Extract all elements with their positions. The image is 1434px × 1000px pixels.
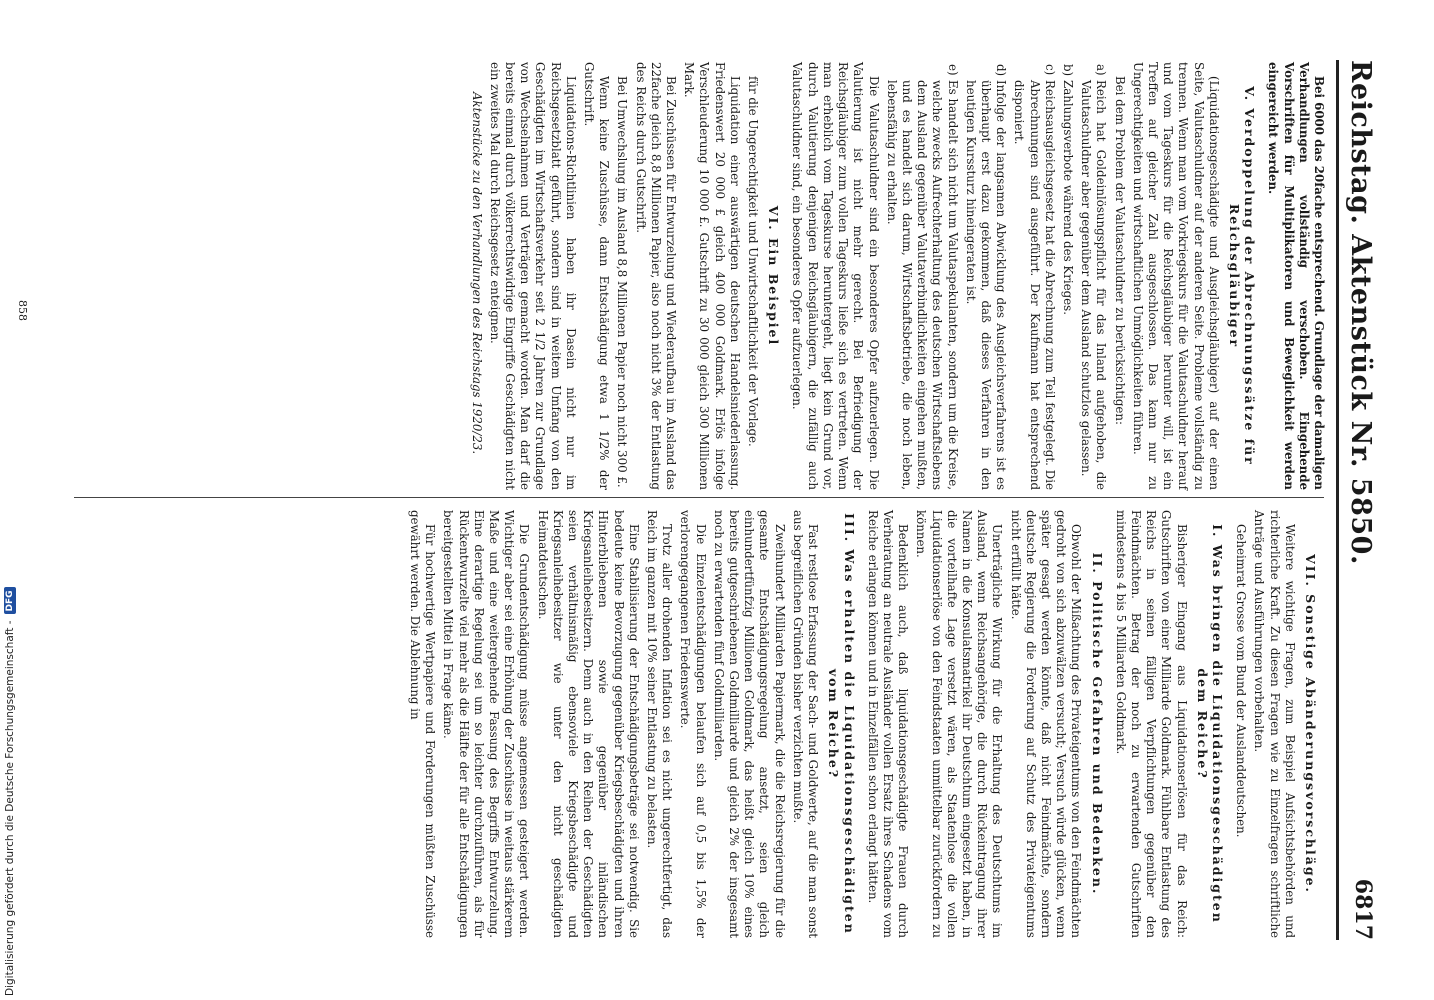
- list-item-text: Infolge der langsamen Abwicklung des Ausgleichsverfahrens ist es überhaupt erst dazu gekommen, daß dieses Verfahren in den heutigen Kurssturz hineingeraten ist.: [963, 80, 1009, 490]
- section-iii-title: III. Was erhalten die Liquidationsgeschädigten vom Reiche?: [826, 513, 857, 935]
- section-v-paragraph: Die Valutaschuldner sind ein besonderes Opfer aufzuerlegen. Die Valutierung ist nicht mehr gerecht. Bei Befriedigung der Reichsgläubiger zum vollen Tageskurs ließe sich es vertreten. Wenn man erheblich vom Tageskurse heruntergeht, liegt kein Grund vor, durch Valutierung denjenigen Reichsgläubigern, die zufällig auch Valutaschuldner sind, ein besonderes Opfer aufzuerlegen.: [790, 62, 881, 490]
- column-separator: [74, 497, 1324, 498]
- right-column: [404, 510, 1326, 938]
- section-vi-title: VI. Ein Beispiel: [766, 205, 782, 347]
- list-item-text: Reich hat Goldeinlösungspflicht für das Inland aufgehoben, die Valutaschuldner aber gegenüber dem Ausland schutzlos gelassen.: [1079, 80, 1109, 490]
- section-vii-paragraph: Geheimrat Grosse vom Bund der Auslanddeutschen.: [1234, 524, 1249, 838]
- section-vi-paragraph: Wenn keine Zuschüsse, dann Entschädigung etwa 1 1/2% der Gutschrift.: [582, 62, 612, 490]
- digitization-credit: [0, 0, 20, 1000]
- header-title: Reichstag. Aktenstück Nr. 5850.: [1345, 60, 1376, 565]
- list-item: d)Infolge der langsamen Abwicklung des Ausgleichsverfahrens ist es überhaupt erst dazu gekommen, daß dieses Verfahren in den heutigen Kurssturz hineingeraten ist.: [963, 64, 1009, 490]
- section-v-paragraph: (Liquidationsgeschädigte und Ausgleichsgläubiger) auf der einen Seite, Valutaschuldner auf der anderen Seite. Probleme vollständig zu trennen. Wenn man vom Vorkriegskurs für die Valutaschuldner herauf und vom Tageskurs für die Reichsgläubiger herunter will, ist ein Treffen auf gleicher Zahl ausgeschlossen. Das kann nur zu Ungerechtigkeiten und wirtschaftlichen Unmöglichkeiten führen.: [1130, 62, 1221, 490]
- header-rule: [1336, 60, 1339, 940]
- list-item: a)Reich hat Goldeinlösungspflicht für das Inland aufgehoben, die Valutaschuldner aber gegenüber dem Ausland schutzlos gelassen.: [1079, 64, 1109, 490]
- page-number: 858: [16, 300, 29, 321]
- section-ii-paragraph: Obwohl der Mißachtung des Privateigentums von den Feindmächten gedroht von sich abzuwälzen versucht; Versuch würde glücken, wenn später gesagt werden könnte, daß nicht Feindmächte, sondern deutsche Regierung die Forderung auf Schutz des Privateigentums nicht erfüllt hätte.: [1008, 510, 1084, 938]
- section-ii-paragraph: Unerträgliche Wirkung für die Erhaltung des Deutschtums im Ausland, wenn Reichsangehörige, die durch Rückeintragung ihrer Namen in die Konsulatsmatrikel ihr Deutschtum eingesetzt haben, in die vorteilhafte Lage versetzt wären, als Staatenlose die vollen Liquidationserlöse von den Feindstaaten unmittelbar zurückfordern zu können.: [914, 510, 1005, 938]
- section-i-title: I. Was bringen die Liquidationsgeschädigten dem Reiche?: [1194, 524, 1225, 924]
- section-ii-paragraph: Bedenklich auch, daß liquidationsgeschädigte Frauen durch Verheiratung an neutrale Ausländer vollen Ersatz ihres Schadens vom Reiche erlangen können und in Einzelfällen schon erlangt hätten.: [865, 510, 911, 938]
- section-iii-paragraph: Die Einzelentschädigungen belaufen sich auf 0,5 bis 1,5% der verlorengegangenen Friedenswerte.: [678, 510, 708, 938]
- list-item: b)Zahlungsverbote während des Krieges.: [1060, 64, 1075, 315]
- section-iii-paragraph: Die Grundentschädigung müsse angemessen gesteigert werden. Wichtiger aber sei eine Erhöhung der Zuschüsse in weitaus stärkerem Maße und eine weitergehende Fassung des Begriffs Entwurzelung. Eine derartige Regelung sei um so leichter durchzuführen, als für Rückentwurzelte viel mehr als die Hälfte der für alle Entschädigungen bereitgestellten Mittel in Frage käme.: [441, 510, 532, 938]
- list-item: e)Es handelt sich nicht um Valutaspekulanten, sondern um die Kreise, welche zwecks Aufrechterhaltung des deutschen Wirtschaftslebens dem Ausland gegenüber Valutaverbindlichkeiten eingehen mußten, und es handelt sich darum, Wirtschaftsbetriebe, die noch leben, lebensfähig zu erhalten.: [884, 64, 960, 490]
- credit-text: Digitalisierung gefördert durch die Deutsche Forschungsgemeinschaft -: [4, 620, 16, 996]
- header-page-number: 6817: [1350, 878, 1376, 940]
- section-vi-paragraph: Liquidations-Richtlinien haben ihr Dasein nicht nur im Reichsgesetzblatt geführt, sondern sind in weitem Umfang von den Geschädigten im Wirtschaftsverkehr seit 2 1/2 Jahren zur Grundlage von Wechselnahmen und Verträgen gemacht worden. Man darf die bereits einmal durch völkerrechtswidrige Eingriffe Geschädigten nicht ein zweites Mal durch Reichsgesetz enteignen.: [487, 62, 578, 490]
- section-vi-paragraph: für die Ungerechtigkeit und Unwirtschaftlichkeit der Vorlage.: [746, 76, 761, 447]
- dfg-logo-icon: DFG: [4, 587, 16, 614]
- section-iii-paragraph: Fast restlose Erfassung der Sach- und Goldwerte, auf die man sonst aus begreiflichen Gründen bisher verzichten mußte.: [790, 510, 821, 938]
- section-iii-paragraph: Für hochwertige Wertpapiere und Forderungen müßten Zuschüsse gewährt werden. Die Ablehnung in: [408, 510, 438, 938]
- section-vii-paragraph: Weitere wichtige Fragen, zum Beispiel Aufsichtsbehörden und richterliche Kraft. Zu diesen Fragen wie zu Einzelfragen schriftliche Anträge und Ausführungen vorbehalten.: [1252, 510, 1297, 938]
- list-item: c)Reichsausgleichsgesetz hat die Abrechnung zum Teil festgelegt. Die Abrechnungen sind ausgeführt. Der Kaufmann hat entsprechend disponiert.: [1012, 64, 1057, 490]
- section-vi-paragraph: Bei Zuschüssen für Entwurzelung und Wiederaufbau im Ausland das 22fache gleich 8,8 Millionen Papier, also noch nicht 3% der Entlastung des Reichs durch Gutschrift.: [633, 62, 679, 490]
- section-vi-paragraph: Bei Umwechslung im Ausland 8,8 Millionen Papier noch nicht 300 £.: [615, 76, 630, 488]
- intro-paragraph: Bei 6000 das 20fache entsprechend. Grundlage der damaligen Verhandlungen vollständig verschoben. Eingehende Vorschriften für Multiplikatoren und Beweglichkeit werden eingereicht werden.: [1266, 62, 1326, 490]
- section-ii-title: II. Politische Gefahren und Bedenken.: [1089, 552, 1105, 896]
- list-item-text: Es handelt sich nicht um Valutaspekulanten, sondern um die Kreise, welche zwecks Aufrechterhaltung des deutschen Wirtschaftslebens dem Ausland gegenüber Valutaverbindlichkeiten eingehen mußten, und es handelt sich darum, Wirtschaftsbetriebe, die noch leben, lebensfähig zu erhalten.: [884, 80, 960, 490]
- list-item-text: Reichsausgleichsgesetz hat die Abrechnung zum Teil festgelegt. Die Abrechnungen sind ausgeführt. Der Kaufmann hat entsprechend disponiert.: [1012, 80, 1057, 490]
- section-v-title: V. Verdoppelung der Abrechnungssätze für Reichsgläubiger: [1226, 86, 1258, 466]
- left-column: [465, 62, 1326, 490]
- section-iii-paragraph: Eine Stabilisierung der Entschädigungsbeträge sei notwendig. Sie bedeute keine Bevorzugung gegenüber Kriegsbeschädigten und ihren Hinterbliebenen sowie gegenüber inländischen Kriegsanleihebesitzern. Denn auch in den Reihen der Geschädigten seien verhältnismäßig ebensoviele Kriegsbeschädigte und Kriegsanleihebesitzer wie unter den nicht geschädigten Heimatdeutschen.: [535, 510, 641, 938]
- section-vi-paragraph: Liquidation einer auswärtigen deutschen Handelsniederlassung. Friedenswert 20 000 £ gleich 400 000 Goldmark. Erlös infolge Verschleuderung 10 000 £. Gutschrift zu 30 000 gleich 300 Millionen Mark.: [682, 62, 742, 490]
- section-vii-title: VII. Sonstige Abänderungsvorschläge.: [1303, 554, 1318, 894]
- section-v-paragraph: Bei dem Problem der Valutaschuldner zu berücksichtigen:: [1112, 76, 1127, 425]
- list-item-text: Zahlungsverbote während des Krieges.: [1060, 80, 1075, 315]
- footnote: Aktenstücke zu den Verhandlungen des Reichstags 1920/23.: [469, 92, 484, 455]
- section-iii-paragraph: Trotz aller drohenden Inflation sei es nicht ungerechtfertigt, das Reich im ganzen mit 10% seiner Entlastung zu belasten.: [645, 510, 675, 938]
- page-header: [1342, 60, 1382, 940]
- section-iii-paragraph: Zweihundert Milliarden Papiermark, die die Reichsregierung für die gesamte Entschädigungsregelung ansetzt, seien gleich einhundertfünfzig Millionen Goldmark, das heißt gleich 10% eines bereits gutgeschriebenen Goldmilliarde und gleich 2% der insgesamt noch zu erwartenden fünf Goldmilliarden.: [711, 510, 787, 938]
- section-i-paragraph: Bisheriger Eingang aus Liquidationserlösen für das Reich: Gutschriften von einer Milliarde Goldmark. Fühlbare Entlastung des Reichs in seinen fälligen Verpflichtungen gegenüber den Feindmächten. Betrag der noch zu erwartenden Gutschriften mindestens 4 bis 5 Milliarden Goldmark.: [1113, 510, 1189, 938]
